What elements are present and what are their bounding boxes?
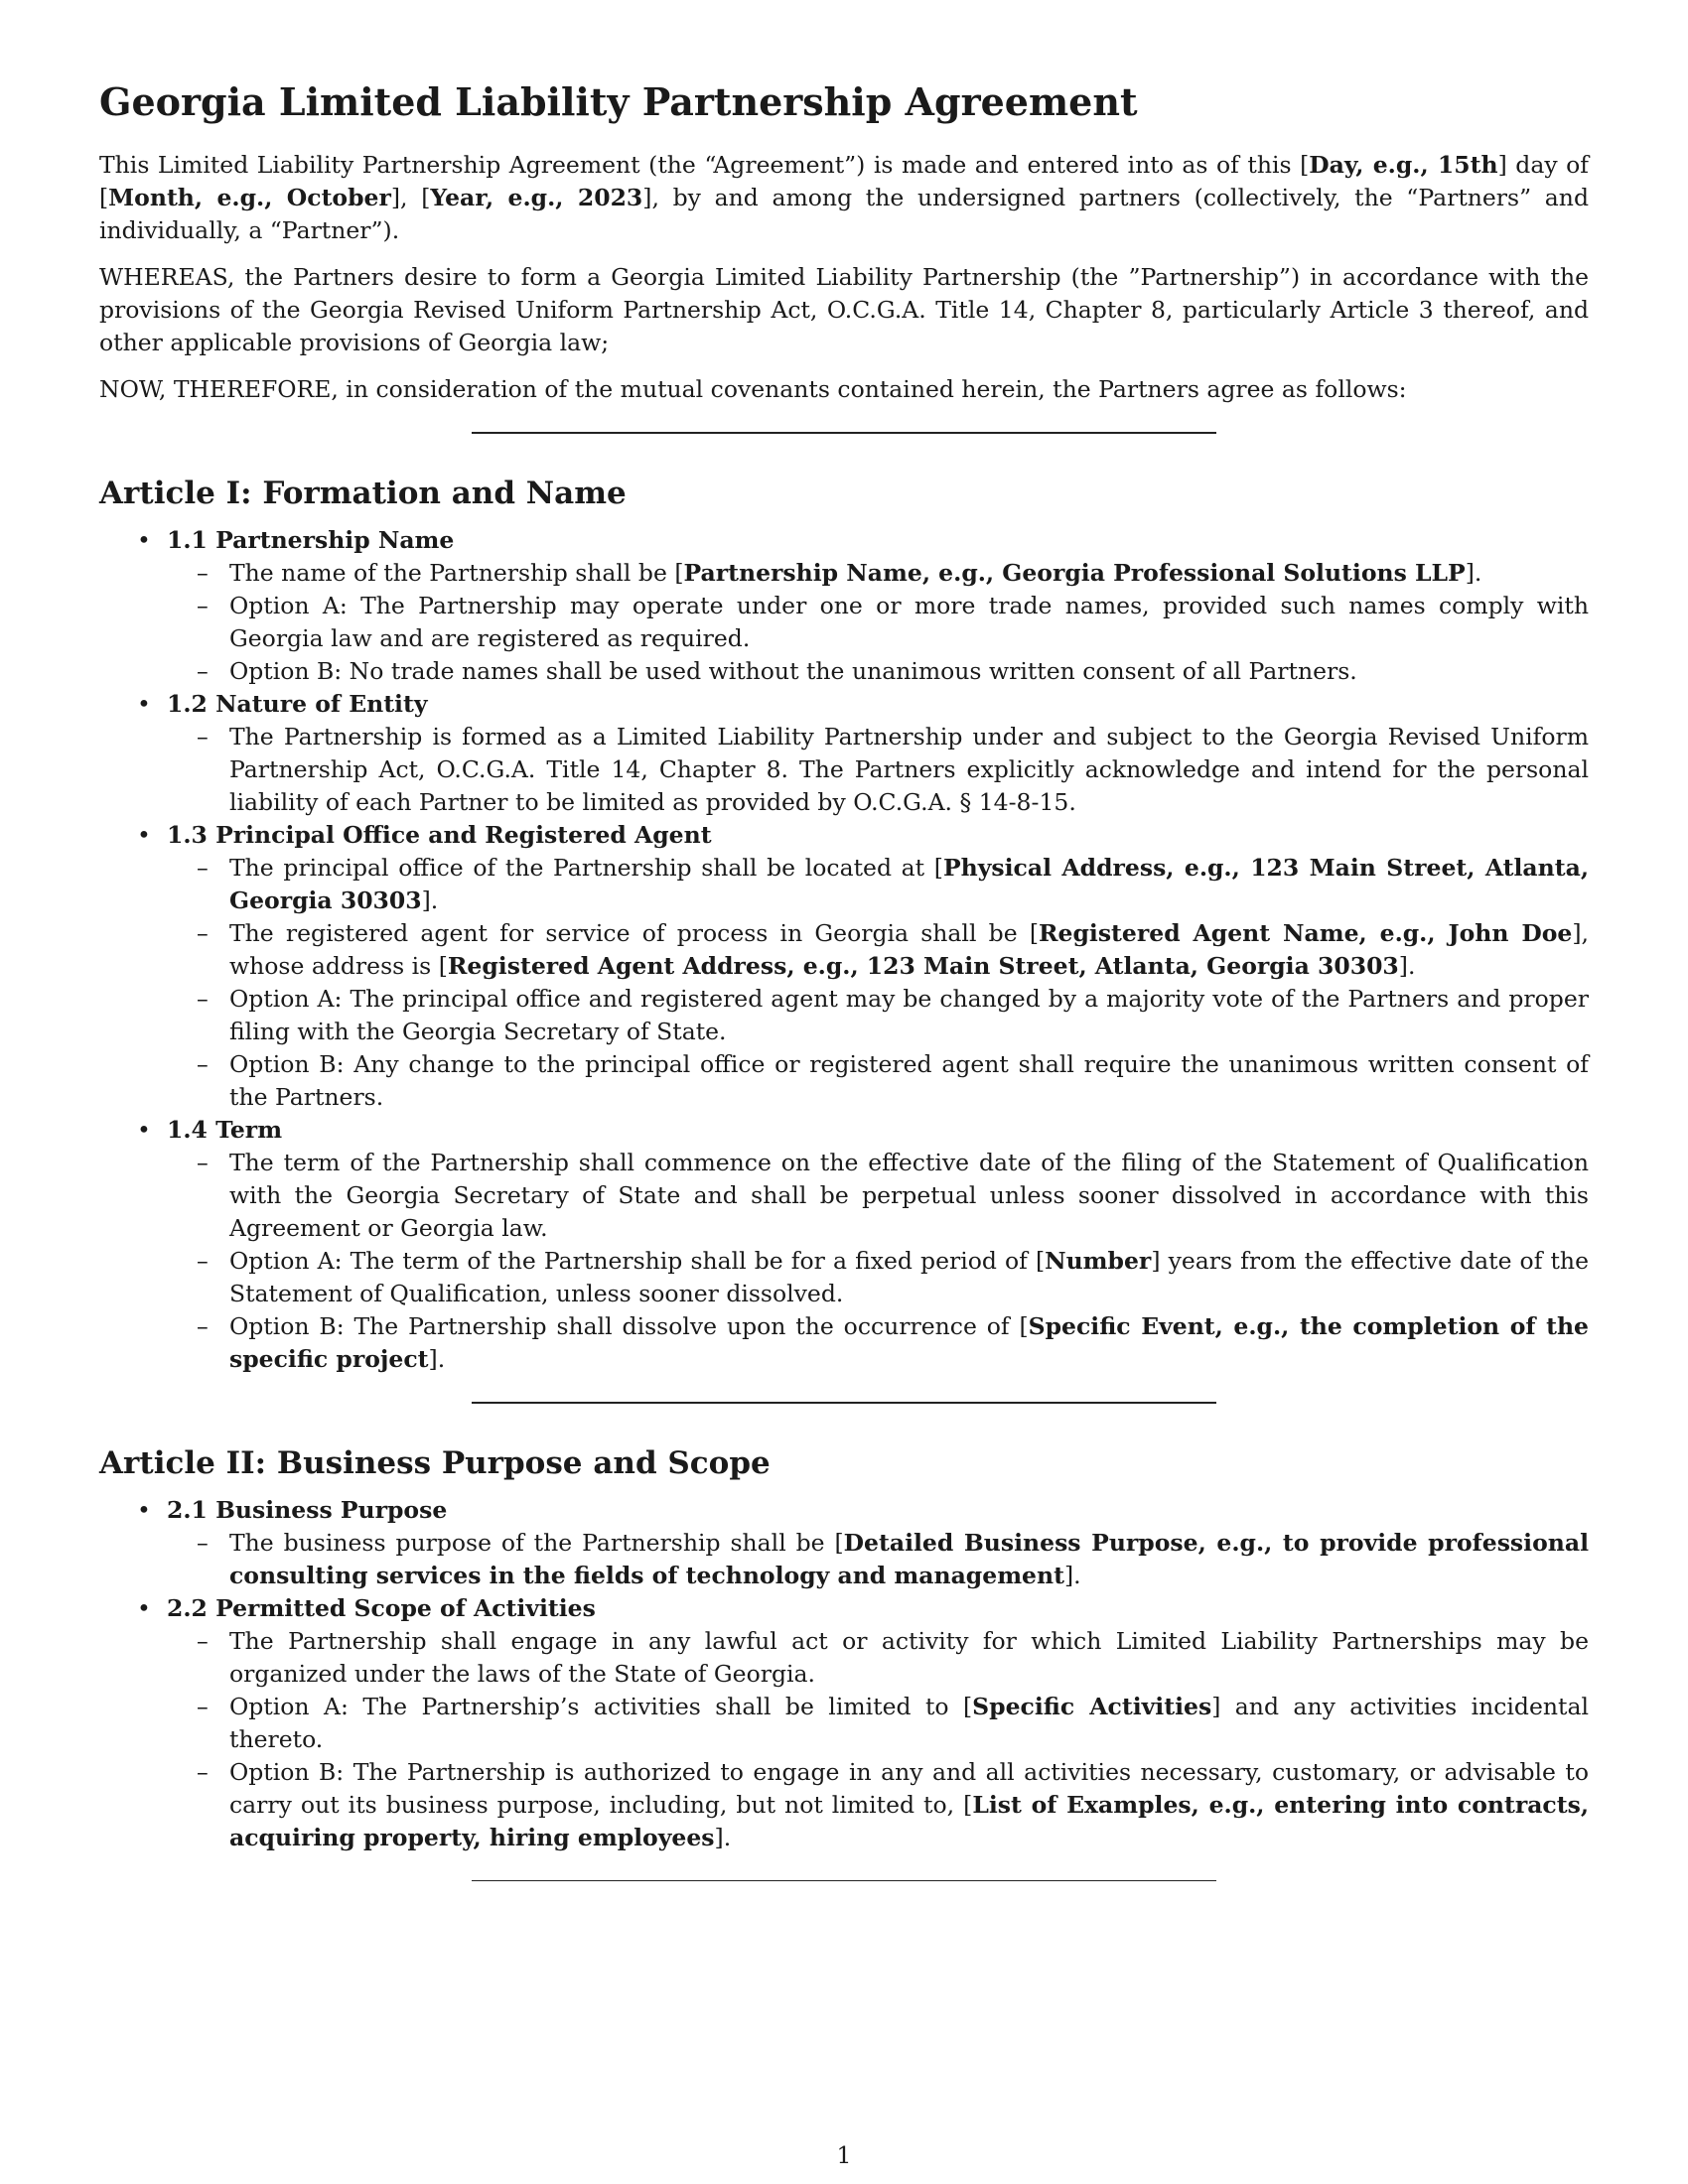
section-item [99, 819, 1589, 1114]
divider [472, 1880, 1216, 1881]
placeholder-field: Registered Agent Name, e.g., John Doe [1038, 918, 1573, 947]
placeholder-field: List of Examples, e.g., entering into contracts, acquiring property, hiring employees [229, 1790, 1590, 1851]
section-list [99, 1494, 1589, 1854]
text-run: ]. [1465, 558, 1482, 587]
section-title: • 1.3 Principal Office and Registered Agent [167, 820, 712, 849]
text-run: ] and any activities incidental thereto. [229, 1692, 1589, 1753]
text-run: ]. [421, 886, 439, 914]
text-run: The term of the Partnership shall commence on the effective date of the filing of the Statement of Qualification with the Georgia Secretary of State and shall be perpetual unless sooner dissolved in accordance with this Agreement or Georgia law. [229, 1148, 1589, 1242]
clause-item [167, 590, 1589, 655]
text-run: The Partnership is formed as a Limited Liability Partnership under and subject to the Georgia Revised Uniform Partnership Act, O.C.G.A. Title 14, Chapter 8. The Partners explicitly acknowledge and intend for the personal liability of each Partner to be limited as provided by O.C.G.A. § 14-8-15. [229, 722, 1589, 816]
articles-container [99, 476, 1589, 1881]
now-therefore-paragraph: NOW, THEREFORE, in consideration of the mutual covenants contained herein, the Partners agree as follows: [99, 374, 1407, 403]
clause-item [167, 557, 1589, 590]
placeholder-field: Number [1045, 1246, 1152, 1275]
clause-item [167, 1147, 1589, 1245]
page-number: 1 [836, 2141, 852, 2169]
section-item [99, 688, 1589, 819]
placeholder-field: Physical Address, e.g., 123 Main Street, Atlanta, Georgia 30303 [229, 853, 1589, 914]
section-item [99, 1114, 1589, 1376]
section-title: • 1.2 Nature of Entity [167, 689, 428, 718]
section-item [99, 1592, 1589, 1854]
placeholder-field: Specific Event, e.g., the completion of the specific project [229, 1311, 1589, 1373]
text-run: ] years from the effective date of the Statement of Qualification, unless sooner dissolved. [229, 1246, 1589, 1307]
section-title: • 1.4 Term [167, 1115, 283, 1144]
text-run: ]. [714, 1823, 732, 1851]
divider [472, 432, 1216, 434]
text-run: Option B: The Partnership shall dissolve upon the occurrence of [ [229, 1311, 1029, 1340]
placeholder-field: Month, e.g., October [108, 183, 391, 211]
section-list [99, 524, 1589, 1376]
section-title: • 1.1 Partnership Name [167, 525, 455, 554]
clause-item [167, 655, 1589, 688]
text-run: The name of the Partnership shall be [ [229, 558, 684, 587]
text-run: Option B: Any change to the principal office or registered agent shall require the unanimous written consent of the Partners. [229, 1049, 1589, 1111]
placeholder-field: Specific Activities [972, 1692, 1212, 1720]
clause-list [167, 852, 1589, 1114]
clause-item [167, 983, 1589, 1048]
divider [472, 1402, 1216, 1404]
placeholder-field: Day, e.g., 15th [1309, 150, 1498, 179]
text-run: Option A: The Partnership’s activities shall be limited to [ [229, 1692, 973, 1720]
text-run: Option A: The term of the Partnership shall be for a fixed period of [ [229, 1246, 1046, 1275]
text-run: This Limited Liability Partnership Agreement (the “Agreement”) is made and entered into as of this [ [99, 150, 1310, 179]
text-run: The registered agent for service of process in Georgia shall be [ [229, 918, 1039, 947]
text-run: Option A: The principal office and registered agent may be changed by a majority vote of the Partners and proper filing with the Georgia Secretary of State. [229, 984, 1589, 1045]
text-run: ]. [428, 1344, 446, 1373]
placeholder-field: Year, e.g., 2023 [430, 183, 643, 211]
text-run: The business purpose of the Partnership shall be [ [229, 1528, 844, 1557]
clause-item [167, 721, 1589, 819]
text-run: ], by and among the undersigned partners (collectively, the “Partners” and individually, a “Partner”). [99, 183, 1589, 244]
intro-paragraph [99, 149, 1589, 247]
text-run: ], whose address is [ [229, 918, 1589, 980]
clause-list [167, 1527, 1589, 1592]
text-run: Option A: The Partnership may operate under one or more trade names, provided such names comply with Georgia law and are registered as required. [229, 591, 1589, 652]
placeholder-field: Partnership Name, e.g., Georgia Professional Solutions LLP [683, 558, 1466, 587]
text-run: The principal office of the Partnership shall be located at [ [229, 853, 943, 882]
clause-item [167, 917, 1589, 983]
document-page [99, 79, 1589, 1923]
clause-item [167, 1756, 1589, 1854]
clause-list [167, 1147, 1589, 1376]
clause-list [167, 1625, 1589, 1854]
clause-item [167, 852, 1589, 917]
section-title: • 2.2 Permitted Scope of Activities [167, 1593, 596, 1622]
article-heading: Article I: Formation and Name [99, 475, 627, 511]
section-title: • 2.1 Business Purpose [167, 1495, 448, 1524]
document-title: Georgia Limited Liability Partnership Agreement [99, 79, 1138, 124]
clause-item [167, 1048, 1589, 1114]
whereas-paragraph: WHEREAS, the Partners desire to form a Georgia Limited Liability Partnership (the ”Partnership”) in accordance with the provisions of the Georgia Revised Uniform Partnership Act, O.C.G.A. Title 14, Chapter 8, particularly Article 3 thereof, and other applicable provisions of Georgia law; [99, 262, 1589, 356]
placeholder-field: Registered Agent Address, e.g., 123 Main Street, Atlanta, Georgia 30303 [447, 951, 1399, 980]
section-item [99, 1494, 1589, 1592]
clause-item [167, 1691, 1589, 1756]
text-run: Option B: The Partnership is authorized to engage in any and all activities necessary, customary, or advisable to carry out its business purpose, including, but not limited to, [ [229, 1757, 1589, 1819]
text-run: ]. [1063, 1561, 1081, 1589]
clause-item [167, 1527, 1589, 1592]
placeholder-field: Detailed Business Purpose, e.g., to provide professional consulting services in the fields of technology and management [229, 1528, 1590, 1589]
text-run: ], [ [390, 183, 431, 211]
text-run: ]. [1398, 951, 1416, 980]
text-run: Option B: No trade names shall be used without the unanimous written consent of all Partners. [229, 656, 1357, 685]
clause-item [167, 1245, 1589, 1310]
text-run: The Partnership shall engage in any lawful act or activity for which Limited Liability Partnerships may be organized under the laws of the State of Georgia. [229, 1626, 1589, 1688]
clause-item [167, 1625, 1589, 1691]
clause-list [167, 721, 1589, 819]
clause-item [167, 1310, 1589, 1376]
text-run: ] day of [ [99, 150, 1589, 211]
section-item [99, 524, 1589, 688]
clause-list [167, 557, 1589, 688]
article-heading: Article II: Business Purpose and Scope [99, 1444, 771, 1481]
